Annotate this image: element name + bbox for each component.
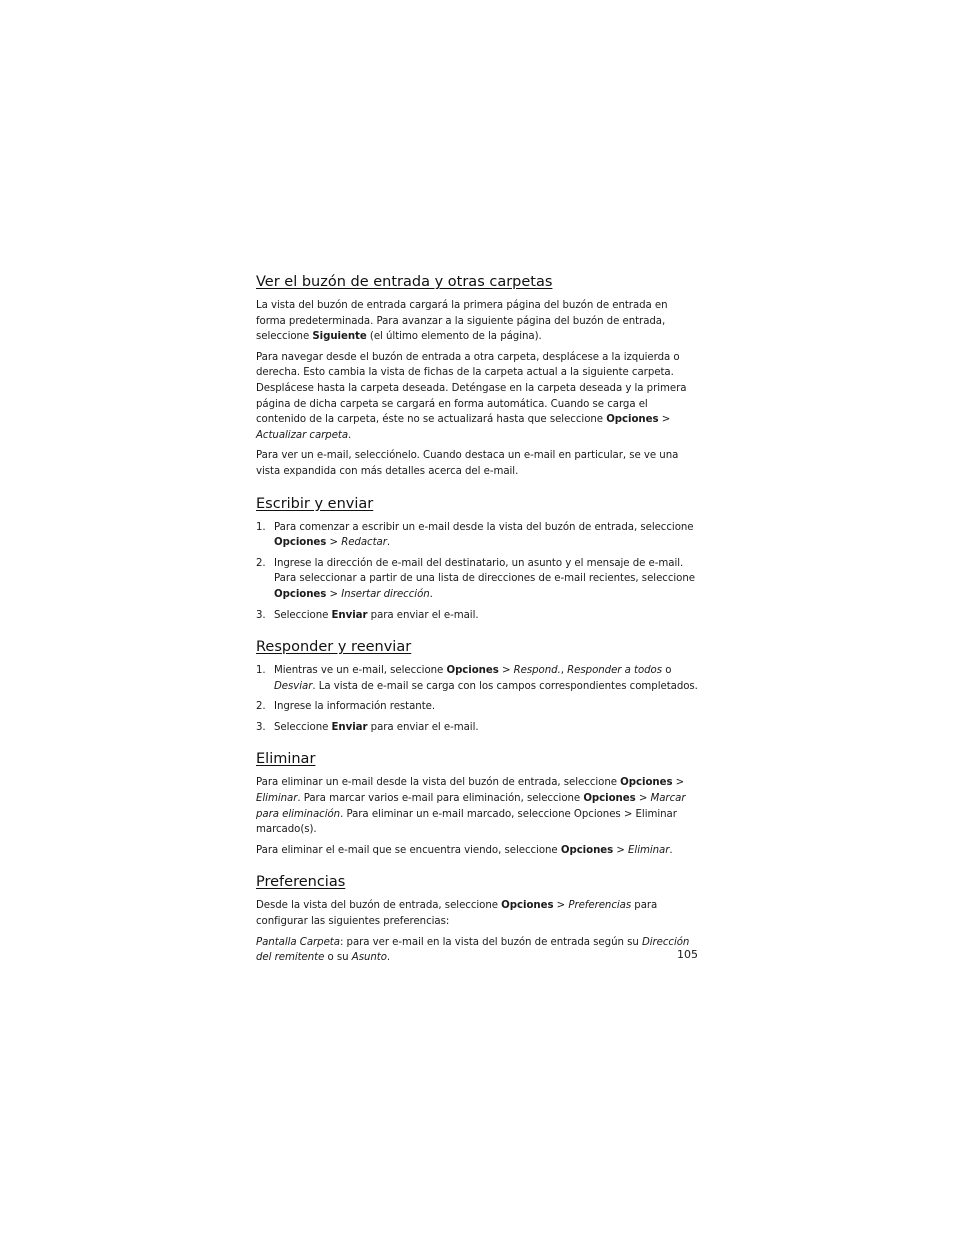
bold-text: Enviar <box>331 721 368 733</box>
text-run: > <box>635 793 651 805</box>
text-run: Ingrese la dirección de e-mail del destinatario, un asunto y el mensaje de e-mail. Para seleccionar a partir de una lista de direcciones de e-mail recientes, seleccione <box>274 557 695 585</box>
text-run: > <box>613 844 629 856</box>
step-number: 3. <box>256 721 266 733</box>
italic-text: Marcar para eliminación <box>256 793 686 820</box>
text-run: Mientras ve un e-mail, seleccione <box>274 665 447 677</box>
step-number: 1. <box>256 521 266 533</box>
paragraph <box>256 898 700 929</box>
text-run: > <box>672 777 685 789</box>
text-run: > <box>658 414 671 426</box>
step-text <box>274 556 700 603</box>
text-run: > <box>553 900 569 912</box>
step-text <box>274 608 700 624</box>
step-number: 3. <box>256 609 266 621</box>
italic-text: Redactar <box>341 537 387 549</box>
paragraph <box>256 935 700 966</box>
text-run: para configurar las siguientes preferencias: <box>256 900 658 928</box>
bold-text: Opciones <box>446 665 499 677</box>
bold-text: Opciones <box>583 793 636 805</box>
heading-preferences: Preferencias <box>256 874 346 891</box>
step-number: 1. <box>256 665 266 677</box>
section-preferences <box>256 872 700 965</box>
section-delete <box>256 749 700 858</box>
text-run: . <box>669 844 673 856</box>
bold-text: Opciones <box>274 588 327 600</box>
paragraph <box>256 350 700 444</box>
text-run: . Para eliminar un e-mail marcado, seleccione Opciones > Eliminar marcado(s). <box>256 808 677 836</box>
paragraph <box>256 298 700 345</box>
italic-text: Dirección del remitente <box>256 936 690 964</box>
text-run: Para eliminar un e-mail desde la vista del buzón de entrada, seleccione <box>256 777 621 789</box>
paragraph <box>256 448 700 479</box>
page-content <box>256 272 700 980</box>
text-run: Para navegar desde el buzón de entrada a otra carpeta, desplácese a la izquierda o derecha. Esto cambia la vista de fichas de la carpeta actual a la siguiente carpeta. Desplácese hasta la carpeta deseada. Deténgase en la carpeta deseada y la primera página de dicha carpeta se cargará en forma automática. Cuando se carga el contenido de la carpeta, éste no se actualizará hasta que seleccione <box>256 351 687 426</box>
list-item <box>256 699 700 715</box>
list-item <box>256 608 700 624</box>
bold-text: Opciones <box>274 537 327 549</box>
italic-text: Preferencias <box>568 900 632 912</box>
italic-text: Respond. <box>513 665 561 677</box>
text-run: para enviar el e-mail. <box>367 721 479 733</box>
italic-text: Eliminar <box>628 844 670 856</box>
steps-list <box>256 663 700 735</box>
step-text <box>274 663 700 694</box>
paragraph <box>256 775 700 837</box>
section-inbox <box>256 272 700 480</box>
heading-write-send: Escribir y enviar <box>256 495 374 512</box>
text-run: . Para marcar varios e-mail para eliminación, seleccione <box>297 793 584 805</box>
text-run: para enviar el e-mail. <box>367 609 479 621</box>
heading-delete: Eliminar <box>256 751 316 768</box>
list-item <box>256 520 700 551</box>
bold-text: Opciones <box>560 844 614 856</box>
text-run: o <box>662 665 672 677</box>
text-run: o su <box>324 952 352 964</box>
heading-inbox: Ver el buzón de entrada y otras carpetas <box>256 274 553 290</box>
text-run: . <box>386 537 391 549</box>
italic-text: Responder a todos <box>567 665 662 677</box>
section-write-send <box>256 494 700 624</box>
italic-text: Desviar <box>274 680 313 692</box>
text-run: . La vista de e-mail se carga con los campos correspondientes completados. <box>312 680 698 692</box>
list-item <box>256 663 700 694</box>
text-run: Para ver un e-mail, selecciónelo. Cuando destaca un e-mail en particular, se ve una vista expandida con más detalles acerca del e-mail. <box>256 450 679 477</box>
italic-text: Asunto <box>351 952 387 964</box>
steps-list <box>256 520 700 624</box>
text-run: Para comenzar a escribir un e-mail desde la vista del buzón de entrada, seleccione <box>274 521 694 533</box>
step-number: 2. <box>256 557 266 569</box>
heading-reply-forward: Responder y reenviar <box>256 639 412 656</box>
text-run: > <box>498 665 514 677</box>
text-run: . <box>429 588 433 600</box>
italic-text: Insertar dirección <box>341 588 430 600</box>
text-run: > <box>326 588 342 600</box>
text-run: Desde la vista del buzón de entrada, seleccione <box>256 900 502 912</box>
bold-text: Enviar <box>331 609 368 621</box>
italic-text: Pantalla Carpeta <box>256 936 340 948</box>
bold-text: Opciones <box>620 777 673 789</box>
section-reply-forward <box>256 637 700 735</box>
text-run: La vista del buzón de entrada cargará la primera página del buzón de entrada en forma predeterminada. Para avanzar a la siguiente página del buzón de entrada, seleccione <box>256 300 668 343</box>
step-text <box>274 720 700 736</box>
text-run: (el último elemento de la página). <box>366 331 542 343</box>
step-number: 2. <box>256 701 266 713</box>
step-text <box>274 699 700 715</box>
italic-text: Eliminar <box>256 793 298 805</box>
text-run: Para eliminar el e-mail que se encuentra viendo, seleccione <box>256 844 561 856</box>
bold-text: Siguiente <box>312 331 367 343</box>
page-number: 105 <box>677 948 698 961</box>
step-text <box>274 520 700 551</box>
text-run: . <box>348 429 352 441</box>
text-run: Ingrese la información restante. <box>274 701 436 713</box>
text-run: , <box>560 665 568 677</box>
list-item <box>256 720 700 736</box>
text-run: Seleccione <box>274 721 332 733</box>
bold-text: Opciones <box>501 900 554 912</box>
text-run: : para ver e-mail en la vista del buzón de entrada según su <box>339 936 642 948</box>
text-run: . <box>386 952 391 964</box>
bold-text: Opciones <box>606 414 659 426</box>
text-run: Seleccione <box>274 609 332 621</box>
list-item <box>256 556 700 603</box>
italic-text: Actualizar carpeta <box>256 429 349 441</box>
text-run: > <box>326 537 342 549</box>
paragraph <box>256 843 700 859</box>
